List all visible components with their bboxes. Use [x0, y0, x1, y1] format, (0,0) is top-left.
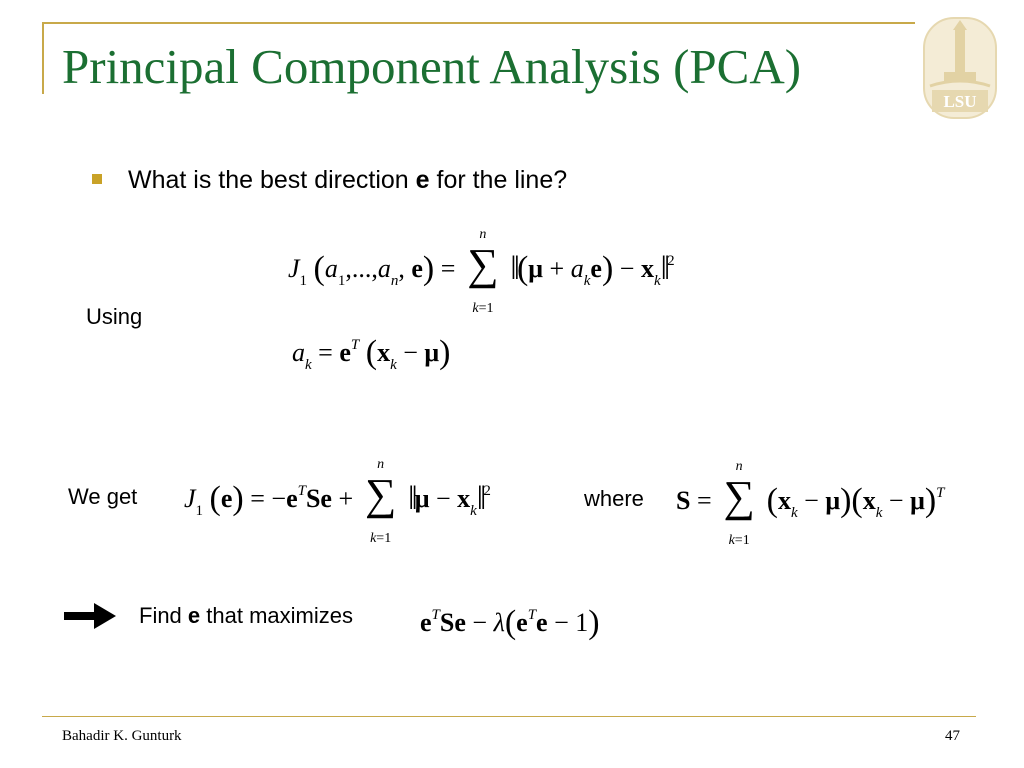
slide-title: Principal Component Analysis (PCA)	[62, 39, 802, 94]
title-frame-top-rule	[42, 22, 915, 24]
bullet-text-bold: e	[415, 166, 430, 194]
bullet-icon	[92, 174, 102, 184]
bullet-text-before: What is the best direction	[128, 166, 416, 194]
lsu-logo-text: LSU	[943, 92, 977, 111]
equation-objective: $J_1$ ($a_1,...,a_n$, e) = n ∑ k=1 ‖(μ + $a_ke$) − $x_k‖^2$	[288, 227, 675, 317]
label-using: Using	[86, 304, 143, 329]
lsu-logo	[922, 16, 998, 120]
label-we-get: We get	[68, 484, 138, 509]
footer-page-number: 47	[945, 728, 960, 744]
equation-lagrangian: $e^TSe - \lambda(e^Te - 1)$	[420, 604, 600, 641]
label-find-before: Find	[139, 603, 188, 628]
equation-coefficient: $a_k = e^T$ $(x_k - \mu)$	[292, 334, 451, 373]
bullet-item	[92, 166, 567, 195]
footer-author: Bahadir K. Gunturk	[62, 728, 182, 744]
title-frame-left-rule	[42, 22, 44, 94]
bullet-text-after: for the line?	[429, 166, 568, 194]
equation-reduced: $J_1$ $(e) = -e^TSe$ + n ∑ k=1 ‖μ − $x_k‖^2$	[184, 457, 491, 547]
right-arrow-icon	[64, 601, 116, 631]
footer-rule	[42, 716, 976, 717]
label-find	[139, 603, 353, 629]
label-find-after: that maximizes	[200, 603, 353, 628]
label-where: where	[584, 486, 644, 511]
label-find-bold: e	[187, 603, 201, 628]
equation-scatter: S = n ∑ k=1 $(x_k - \mu)(x_k - \mu)^T$	[676, 459, 945, 549]
